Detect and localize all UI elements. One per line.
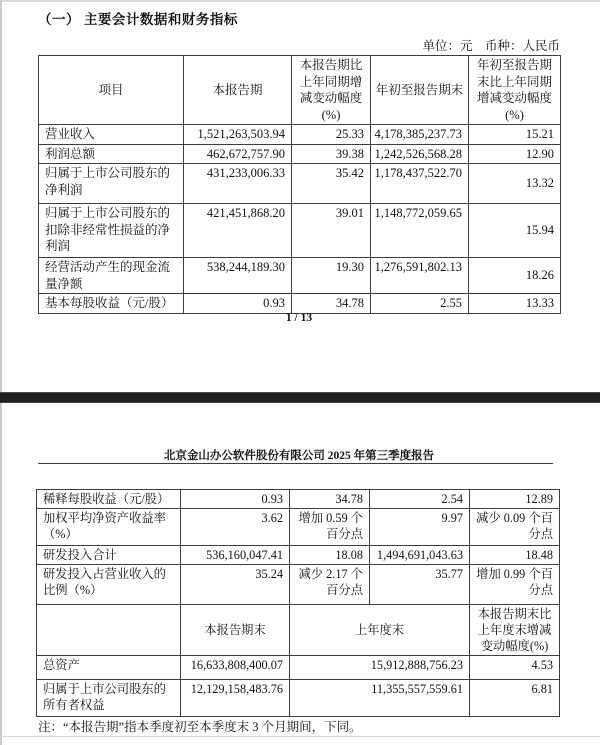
row-value: 1,148,772,059.65 [371, 204, 469, 258]
page-left-edge [0, 0, 2, 745]
table-row [39, 144, 561, 164]
row-value: 462,672,757.90 [184, 144, 292, 164]
table-row [39, 204, 561, 258]
row-value: 4,178,385,237.73 [371, 125, 469, 145]
row-value: 34.78 [290, 490, 370, 509]
row-value: 35.24 [181, 565, 290, 605]
row-value: 16,633,808,400.07 [181, 656, 290, 680]
row-value: 3.62 [181, 509, 290, 546]
row-value: 39.38 [292, 144, 371, 164]
subheader-prior-year-end: 上年度末 [290, 605, 470, 656]
row-value: 35.42 [292, 164, 371, 204]
row-label: 归属于上市公司股东的 扣除非经常性损益的净 利润 [39, 204, 184, 258]
row-value: 1,494,691,043.63 [370, 546, 470, 565]
report-page-header: 北京金山办公软件股份有限公司 2025 年第三季度报告 [163, 450, 435, 462]
row-value: 2.54 [370, 490, 470, 509]
row-value: 1,242,526,568.28 [371, 144, 469, 164]
row-value: 15.94 [469, 204, 561, 258]
row-value: 431,233,006.33 [184, 164, 292, 204]
table-row [37, 680, 560, 717]
row-label: 利润总额 [39, 144, 184, 164]
table-subheader-row [37, 605, 560, 656]
row-value: 39.01 [292, 204, 371, 258]
row-label: 归属于上市公司股东的 净利润 [39, 164, 184, 204]
row-value: 增加 0.59 个 百分点 [290, 509, 370, 546]
row-label: 基本每股收益（元/股） [39, 294, 184, 314]
col-header-ytd: 年初至报告期末 [371, 56, 469, 125]
table-row [39, 164, 561, 204]
row-value: 538,244,189.30 [184, 258, 292, 294]
page-top-edge [0, 0, 600, 2]
row-value: 15.21 [469, 125, 561, 145]
subheader-current-period-end: 本报告期末 [181, 605, 290, 656]
row-value: 35.77 [370, 565, 470, 605]
row-value: 6.81 [470, 680, 560, 717]
row-value: 421,451,868.20 [184, 204, 292, 258]
page-bottom-edge [0, 736, 600, 737]
key-financial-indicators-table [38, 55, 561, 314]
row-label: 归属于上市公司股东的 所有者权益 [37, 680, 181, 717]
section-heading: （一） 主要会计数据和财务指标 [38, 12, 238, 27]
row-value: 18.08 [290, 546, 370, 565]
unit-currency-line: 单位：元 币种：人民币 [422, 39, 560, 53]
row-value: 1,178,437,522.70 [371, 164, 469, 204]
row-value: 12.89 [470, 490, 560, 509]
row-value: 18.26 [469, 258, 561, 294]
subheader-change-pct: 本报告期末比 上年度末增减 变动幅度(%) [470, 605, 560, 656]
row-label: 研发投入占营业收入的 比例（%） [37, 565, 181, 605]
row-value: 减少 2.17 个 百分点 [290, 565, 370, 605]
row-value: 减少 0.09 个百 分点 [470, 509, 560, 546]
row-value: 4.53 [470, 656, 560, 680]
col-header-period-change-pct: 本报告期比 上年同期增 减变动幅度 (%) [292, 56, 371, 125]
key-financial-indicators-table-continued [36, 489, 560, 717]
table-row [37, 509, 560, 546]
col-header-current-period: 本报告期 [184, 56, 292, 125]
row-value: 12,129,158,483.76 [181, 680, 290, 717]
table-row [39, 258, 561, 294]
table-row [37, 490, 560, 509]
row-value: 25.33 [292, 125, 371, 145]
page-number: 1 / 13 [285, 312, 313, 324]
row-value: 1,521,263,503.94 [184, 125, 292, 145]
col-header-ytd-change-pct: 年初至报告期 末比上年同期 增减变动幅度 (%) [469, 56, 561, 125]
row-label: 总资产 [37, 656, 181, 680]
row-value: 2.55 [371, 294, 469, 314]
row-value: 15,912,888,756.23 [290, 656, 470, 680]
row-value: 9.97 [370, 509, 470, 546]
row-value: 11,355,557,559.61 [290, 680, 470, 717]
row-value: 536,160,047.41 [181, 546, 290, 565]
table-row [37, 565, 560, 605]
row-label: 经营活动产生的现金流 量净额 [39, 258, 184, 294]
table-row [37, 656, 560, 680]
row-value: 12.90 [469, 144, 561, 164]
footnote: 注：“本报告期”指本季度初至本季度末 3 个月期间，下同。 [38, 720, 362, 734]
row-label: 营业收入 [39, 125, 184, 145]
table-row [37, 546, 560, 565]
report-header-rule [38, 463, 553, 464]
subheader-blank [37, 605, 181, 656]
row-value: 18.48 [470, 546, 560, 565]
row-label: 加权平均净资产收益率 （%） [37, 509, 181, 546]
row-value: 13.32 [469, 164, 561, 204]
row-label: 稀释每股收益（元/股） [37, 490, 181, 509]
page-break-divider [0, 392, 600, 403]
row-value: 19.30 [292, 258, 371, 294]
row-value: 1,276,591,802.13 [371, 258, 469, 294]
col-header-item: 项目 [39, 56, 184, 125]
table-header-row [39, 56, 561, 125]
row-value: 34.78 [292, 294, 371, 314]
row-value: 0.93 [184, 294, 292, 314]
row-value: 增加 0.99 个百 分点 [470, 565, 560, 605]
row-value: 13.33 [469, 294, 561, 314]
row-label: 研发投入合计 [37, 546, 181, 565]
row-value: 0.93 [181, 490, 290, 509]
table-row [39, 294, 561, 314]
table-row [39, 125, 561, 145]
